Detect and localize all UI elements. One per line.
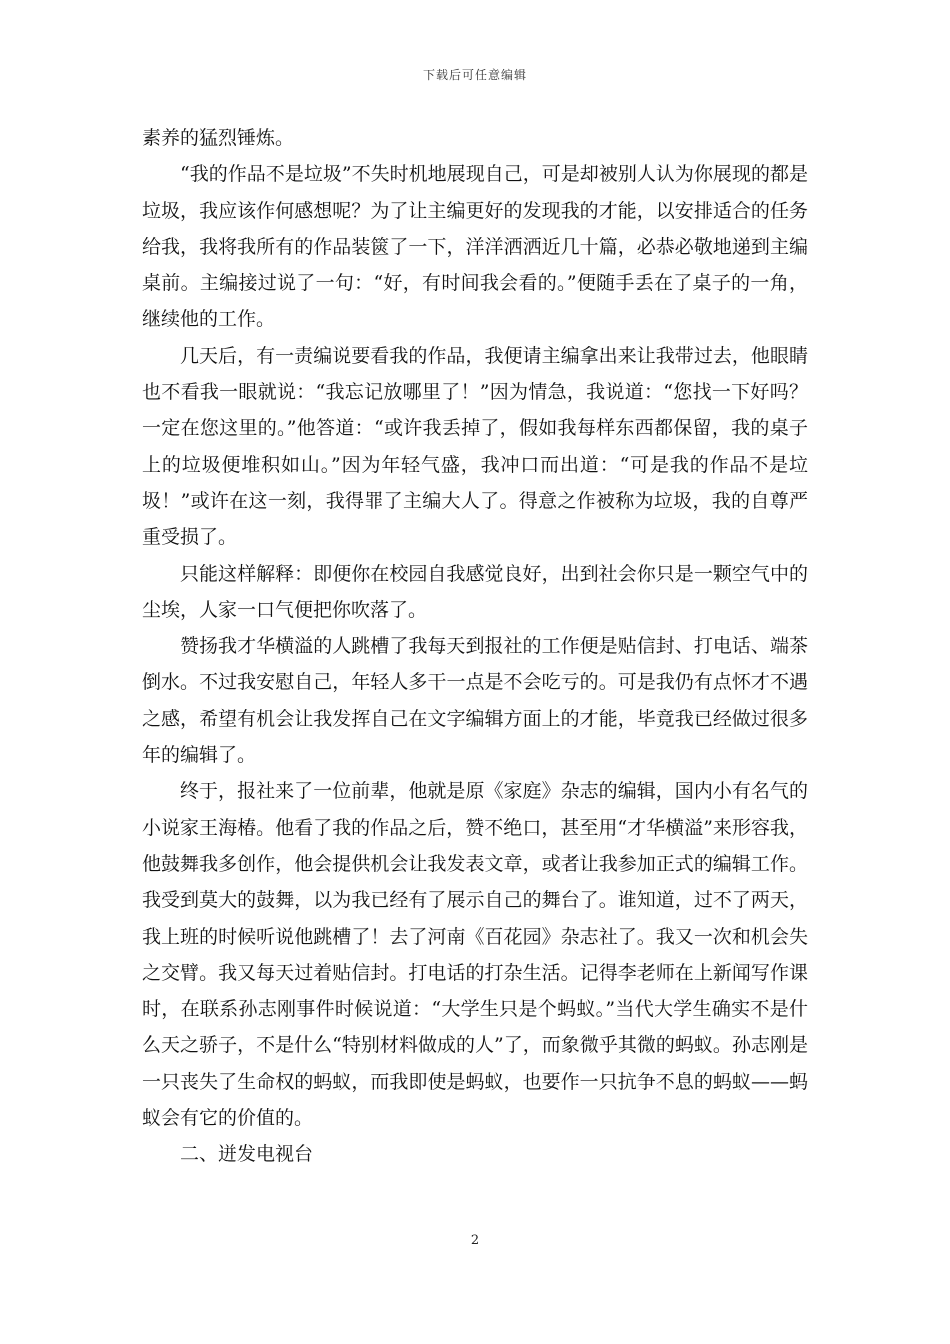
page-number: 2 <box>470 1233 480 1248</box>
paragraph: 素养的猛烈锤炼。 <box>142 127 295 149</box>
section-heading: 二、迸发电视台 <box>180 1143 314 1166</box>
document-body <box>142 120 808 1173</box>
paragraph: 终于，报社来了一位前辈，他就是原《家庭》杂志的编辑，国内小有名气的小说家王海椿。他看了我的作品之后，赞不绝口，甚至用“才华横溢”来形容我，他鼓舞我多创作，他会提供机会让我发表文章，或者让我参加正式的编辑工作。我受到莫大的鼓舞，以为我已经有了展示自己的舞台了。谁知道，过不了两天，我上班的时候听说他跳槽了！去了河南《百花园》杂志社了。我又一次和机会失之交臂。我又每天过着贴信封。打电话的打杂生活。记得李老师在上新闻写作课时，在联系孙志刚事件时候说道：“大学生只是个蚂蚁。”当代大学生确实不是什么天之骄子，不是什么“特别材料做成的人”了，而象微乎其微的蚂蚁。孙志刚是一只丧失了生命权的蚂蚁，而我即使是蚂蚁，也要作一只抗争不息的蚂蚁——蚂蚁会有它的价值的。 <box>142 780 808 1130</box>
paragraph: 赞扬我才华横溢的人跳槽了我每天到报社的工作便是贴信封、打电话、端茶倒水。不过我安慰自己，年轻人多干一点是不会吃亏的。可是我仍有点怀才不遇之感，希望有机会让我发挥自己在文字编辑方面上的才能，毕竟我已经做过很多年的编辑了。 <box>142 635 808 767</box>
page-header: 下载后可任意编辑 <box>422 68 527 82</box>
paragraph: “我的作品不是垃圾”不失时机地展现自己，可是却被别人认为你展现的都是垃圾，我应该作何感想呢？为了让主编更好的发现我的才能，以安排适合的任务给我，我将我所有的作品装篋了一下，洋洋洒洒近几十篇，必恭必敬地递到主编桌前。主编接过说了一句：“好，有时间我会看的。”便随手丢在了桌子的一角，继续他的工作。 <box>142 163 808 331</box>
paragraph: 只能这样解释：即便你在校园自我感觉良好，出到社会你只是一颗空气中的尘埃，人家一口气便把你吹落了。 <box>142 562 808 621</box>
paragraph: 几天后，有一责编说要看我的作品，我便请主编拿出来让我带过去，他眼睛也不看我一眼就说：“我忘记放哪里了！”因为情急，我说道：“您找一下好吗？一定在您这里的。”他答道：“或许我丢掉了，假如我每样东西都保留，我的桌子上的垃圾便堆积如山。”因为年轻气盛，我冲口而出道：“可是我的作品不是垃圾！”或许在这一刻，我得罪了主编大人了。得意之作被称为垃圾，我的自尊严重受损了。 <box>142 344 808 549</box>
